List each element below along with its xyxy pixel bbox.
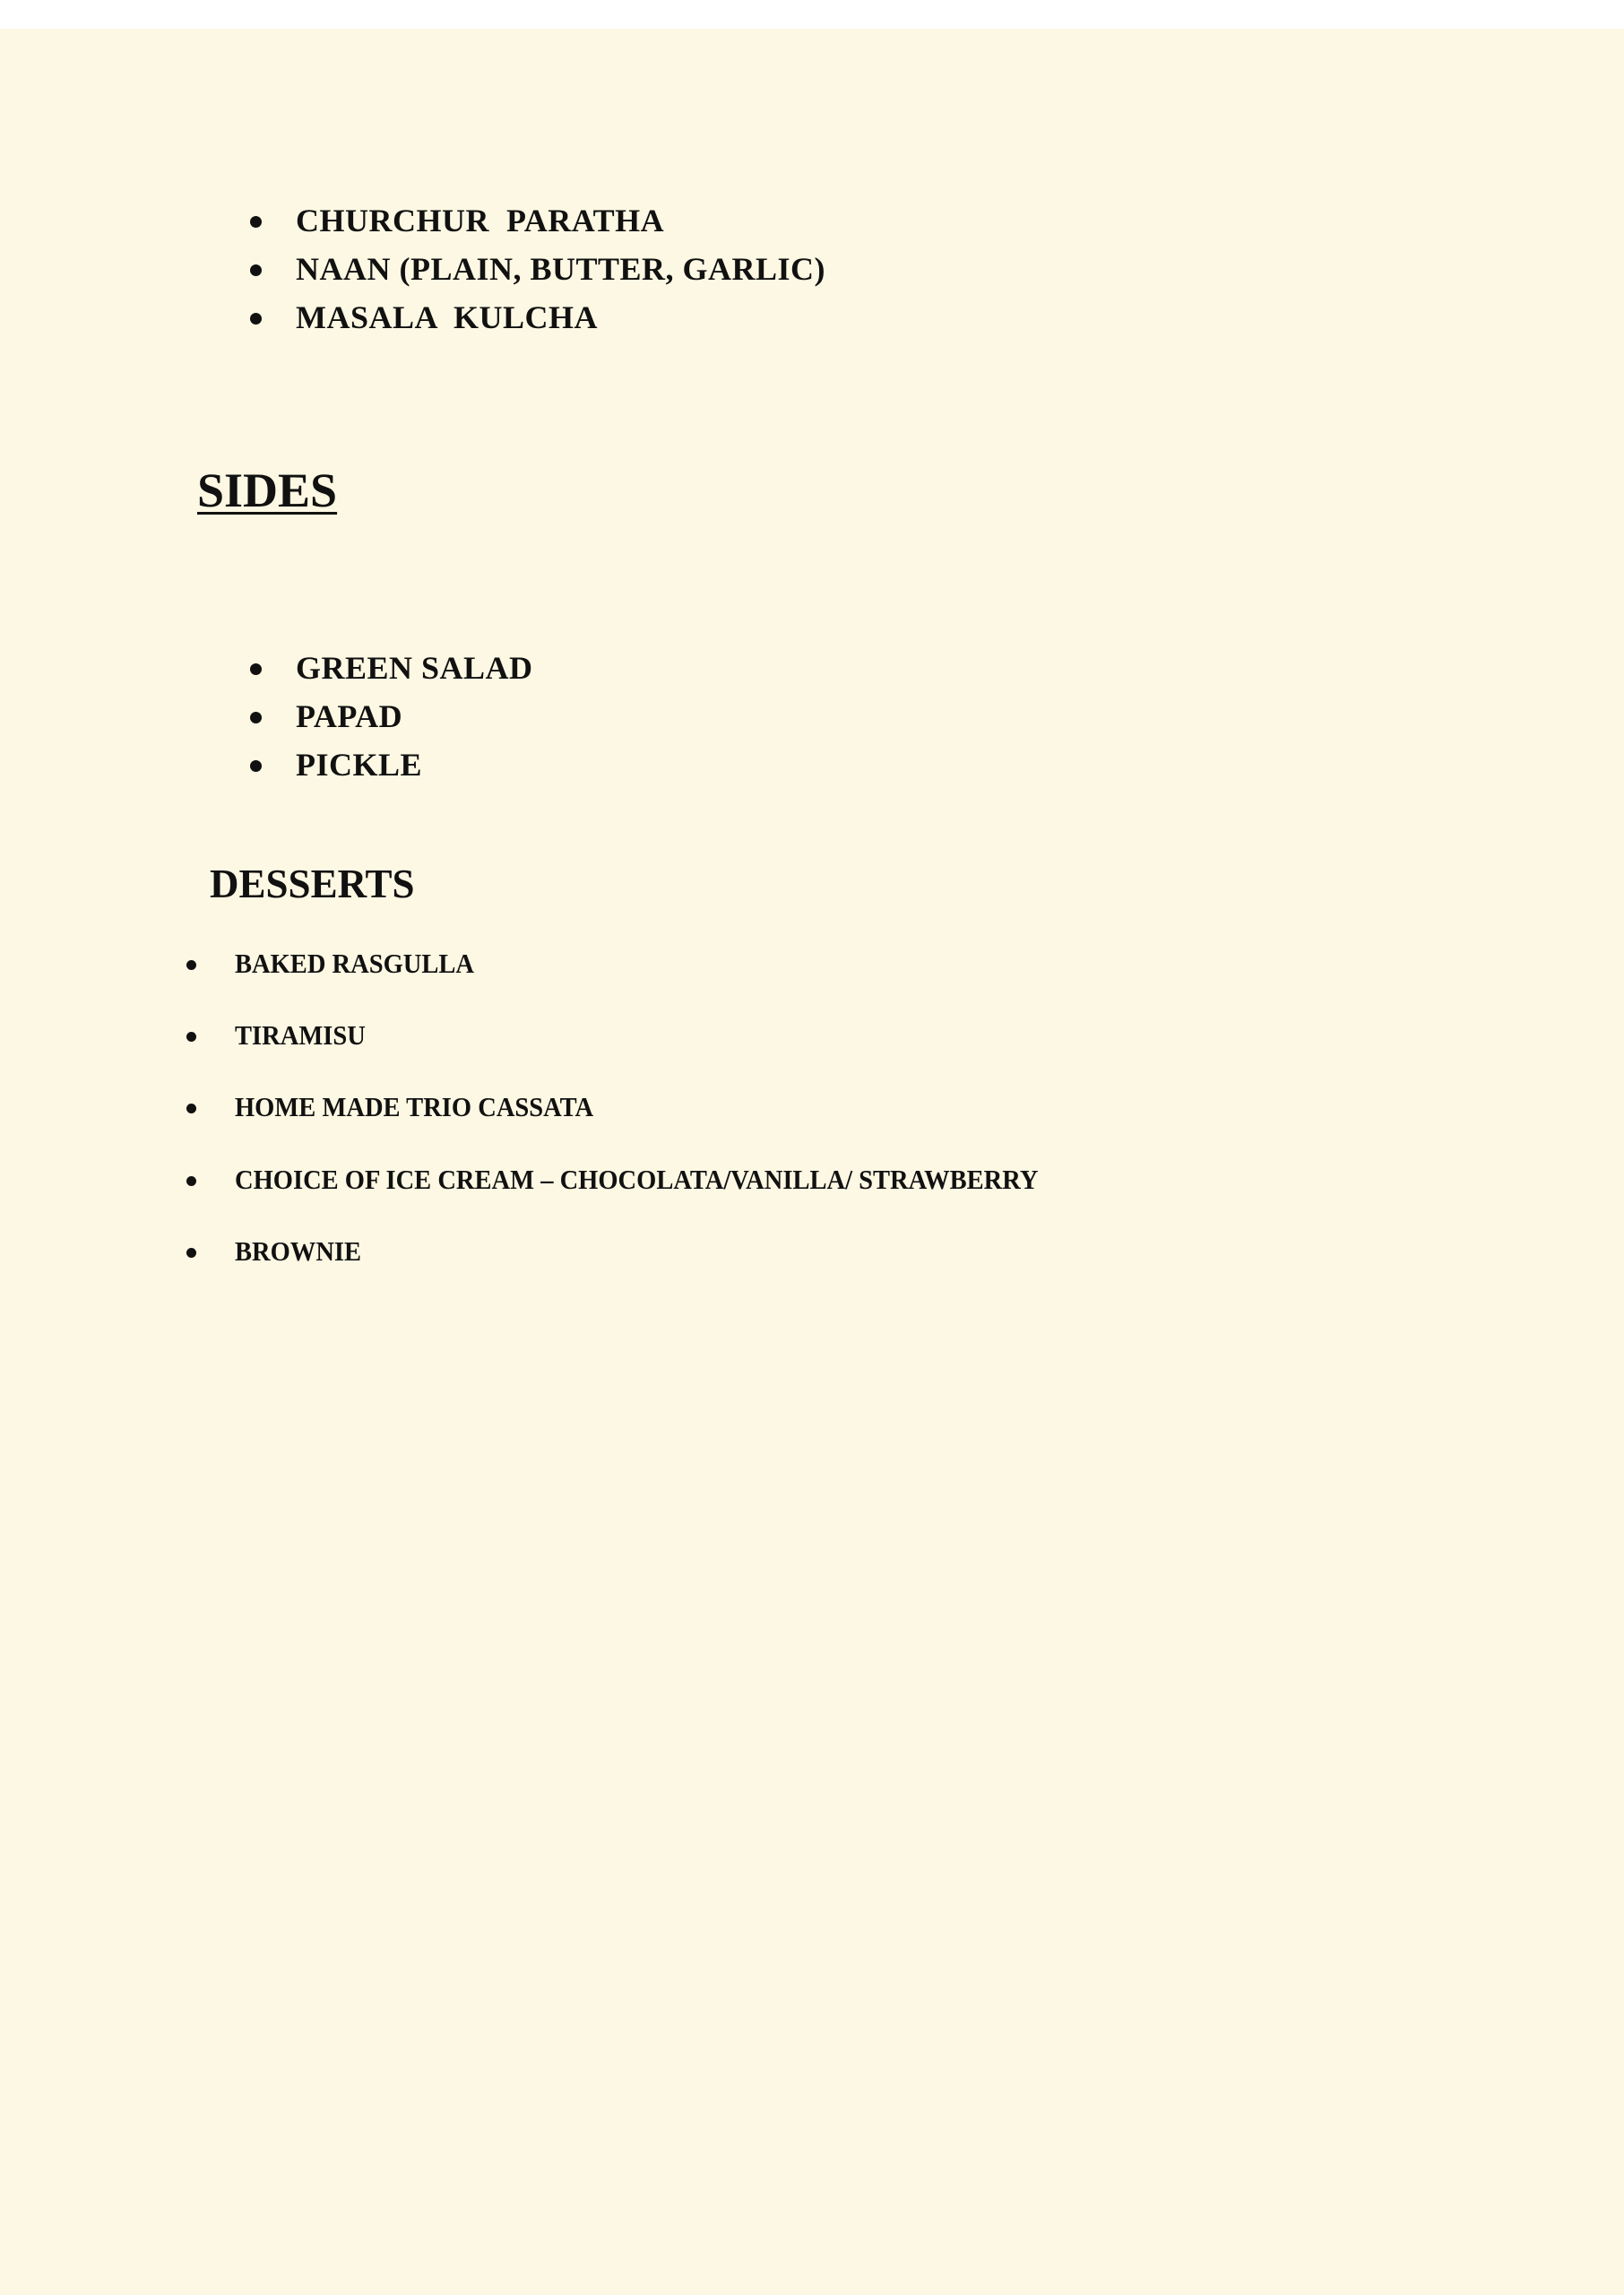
bullet-icon — [250, 216, 262, 228]
list-item: CHURCHUR PARATHA — [296, 203, 665, 238]
list-item: GREEN SALAD — [296, 650, 533, 686]
bullet-icon — [186, 1248, 196, 1258]
list-item: NAAN (PLAIN, BUTTER, GARLIC) — [296, 251, 826, 287]
list-item: MASALA KULCHA — [296, 299, 599, 335]
sides-heading: SIDES — [197, 463, 338, 517]
list-item: PICKLE — [296, 747, 423, 783]
bullet-icon — [250, 264, 262, 276]
menu-page — [0, 29, 1624, 2295]
list-item: TIRAMISU — [235, 1019, 366, 1051]
bullet-icon — [250, 712, 262, 723]
bullet-icon — [186, 1176, 196, 1186]
bullet-icon — [250, 313, 262, 325]
list-item: HOME MADE TRIO CASSATA — [235, 1091, 594, 1122]
bullet-icon — [250, 760, 262, 772]
list-item: BROWNIE — [235, 1235, 362, 1267]
list-item: BAKED RASGULLA — [235, 948, 475, 979]
bullet-icon — [250, 663, 262, 675]
bullet-icon — [186, 1032, 196, 1042]
list-item: CHOICE OF ICE CREAM – CHOCOLATA/VANILLA/ STRAWBERRY — [235, 1164, 1039, 1195]
list-item: PAPAD — [296, 698, 403, 734]
bullet-icon — [186, 1104, 196, 1113]
desserts-heading: DESSERTS — [210, 862, 415, 906]
bullet-icon — [186, 960, 196, 970]
